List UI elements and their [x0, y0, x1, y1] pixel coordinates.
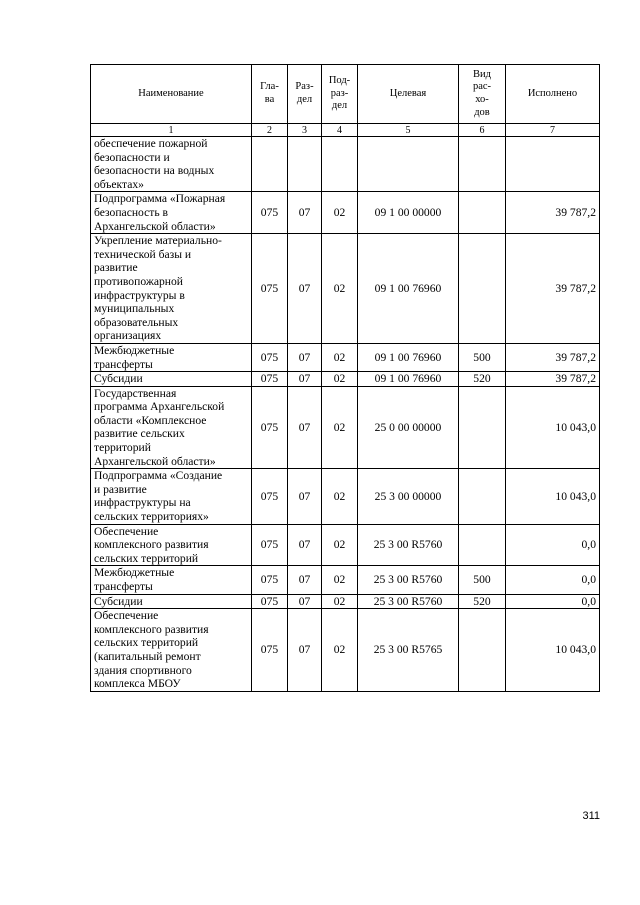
column-number: 2	[252, 124, 288, 137]
cell-ispolneno: 39 787,2	[506, 372, 600, 387]
cell-ispolneno: 10 043,0	[506, 386, 600, 469]
cell-glava: 075	[252, 469, 288, 524]
cell-celevaya: 25 0 00 00000	[358, 386, 459, 469]
cell-vid	[459, 524, 506, 566]
cell-razdel: 07	[288, 566, 322, 594]
cell-razdel: 07	[288, 234, 322, 344]
cell-ispolneno: 39 787,2	[506, 192, 600, 234]
cell-celevaya: 25 3 00 R5760	[358, 524, 459, 566]
cell-razdel: 07	[288, 343, 322, 371]
cell-razdel: 07	[288, 609, 322, 692]
column-number: 7	[506, 124, 600, 137]
cell-vid	[459, 609, 506, 692]
cell-ispolneno: 10 043,0	[506, 469, 600, 524]
cell-name: Субсидии	[91, 372, 252, 387]
header-celevaya: Целевая	[358, 65, 459, 124]
column-number: 1	[91, 124, 252, 137]
cell-podrazdel: 02	[322, 372, 358, 387]
cell-podrazdel	[322, 137, 358, 192]
cell-podrazdel: 02	[322, 566, 358, 594]
cell-name: Субсидии	[91, 594, 252, 609]
cell-celevaya: 09 1 00 00000	[358, 192, 459, 234]
cell-celevaya: 09 1 00 76960	[358, 372, 459, 387]
cell-vid: 520	[459, 372, 506, 387]
cell-name: Обеспечение комплексного развития сельских территорий	[91, 524, 252, 566]
column-number: 4	[322, 124, 358, 137]
cell-glava	[252, 137, 288, 192]
cell-name: Укрепление материально- технической базы и развитие противопожарной инфраструктуры в муниципальных образовательных организациях	[91, 234, 252, 344]
cell-vid	[459, 137, 506, 192]
cell-podrazdel: 02	[322, 343, 358, 371]
budget-execution-table	[90, 64, 600, 692]
table-row	[91, 137, 600, 192]
table-row	[91, 372, 600, 387]
cell-razdel: 07	[288, 469, 322, 524]
header-razdel: Раз- дел	[288, 65, 322, 124]
header-glava: Гла- ва	[252, 65, 288, 124]
cell-vid	[459, 234, 506, 344]
cell-vid	[459, 192, 506, 234]
header-ispolneno: Исполнено	[506, 65, 600, 124]
header-vid: Вид рас- хо- дов	[459, 65, 506, 124]
cell-vid	[459, 386, 506, 469]
cell-ispolneno: 10 043,0	[506, 609, 600, 692]
table-row	[91, 524, 600, 566]
cell-name: Подпрограмма «Пожарная безопасность в Архангельской области»	[91, 192, 252, 234]
cell-razdel	[288, 137, 322, 192]
cell-name: обеспечение пожарной безопасности и безопасности на водных объектах»	[91, 137, 252, 192]
cell-celevaya: 09 1 00 76960	[358, 234, 459, 344]
cell-razdel: 07	[288, 524, 322, 566]
table-row	[91, 469, 600, 524]
cell-ispolneno: 0,0	[506, 524, 600, 566]
cell-vid: 500	[459, 343, 506, 371]
cell-glava: 075	[252, 524, 288, 566]
header-podrazdel: Под- раз- дел	[322, 65, 358, 124]
cell-celevaya: 25 3 00 R5760	[358, 594, 459, 609]
cell-name: Обеспечение комплексного развития сельских территорий (капитальный ремонт здания спортивного комплекса МБОУ	[91, 609, 252, 692]
cell-ispolneno: 39 787,2	[506, 234, 600, 344]
cell-ispolneno: 0,0	[506, 594, 600, 609]
cell-razdel: 07	[288, 372, 322, 387]
cell-vid	[459, 469, 506, 524]
cell-podrazdel: 02	[322, 234, 358, 344]
cell-celevaya: 09 1 00 76960	[358, 343, 459, 371]
cell-glava: 075	[252, 594, 288, 609]
column-number: 6	[459, 124, 506, 137]
table-row	[91, 566, 600, 594]
cell-vid: 520	[459, 594, 506, 609]
column-numbers-row	[91, 124, 600, 137]
cell-ispolneno: 39 787,2	[506, 343, 600, 371]
cell-celevaya	[358, 137, 459, 192]
cell-vid: 500	[459, 566, 506, 594]
table-row	[91, 343, 600, 371]
table-body	[91, 137, 600, 692]
cell-podrazdel: 02	[322, 386, 358, 469]
cell-podrazdel: 02	[322, 192, 358, 234]
cell-name: Подпрограмма «Создание и развитие инфраструктуры на сельских территориях»	[91, 469, 252, 524]
cell-razdel: 07	[288, 594, 322, 609]
cell-podrazdel: 02	[322, 594, 358, 609]
cell-podrazdel: 02	[322, 469, 358, 524]
table-row	[91, 386, 600, 469]
cell-glava: 075	[252, 372, 288, 387]
cell-glava: 075	[252, 234, 288, 344]
cell-name: Государственная программа Архангельской области «Комплексное развитие сельских территорий Архангельской области»	[91, 386, 252, 469]
cell-podrazdel: 02	[322, 524, 358, 566]
cell-celevaya: 25 3 00 R5765	[358, 609, 459, 692]
cell-glava: 075	[252, 609, 288, 692]
cell-glava: 075	[252, 566, 288, 594]
cell-name: Межбюджетные трансферты	[91, 566, 252, 594]
cell-celevaya: 25 3 00 R5760	[358, 566, 459, 594]
cell-celevaya: 25 3 00 00000	[358, 469, 459, 524]
table-row	[91, 192, 600, 234]
cell-glava: 075	[252, 192, 288, 234]
table-row	[91, 594, 600, 609]
page-number: 311	[582, 810, 600, 822]
table-row	[91, 609, 600, 692]
cell-glava: 075	[252, 386, 288, 469]
cell-razdel: 07	[288, 192, 322, 234]
cell-razdel: 07	[288, 386, 322, 469]
cell-podrazdel: 02	[322, 609, 358, 692]
table-row	[91, 234, 600, 344]
column-number: 5	[358, 124, 459, 137]
cell-ispolneno	[506, 137, 600, 192]
column-number: 3	[288, 124, 322, 137]
cell-ispolneno: 0,0	[506, 566, 600, 594]
header-name: Наименование	[91, 65, 252, 124]
cell-glava: 075	[252, 343, 288, 371]
cell-name: Межбюджетные трансферты	[91, 343, 252, 371]
table-header-row	[91, 65, 600, 124]
